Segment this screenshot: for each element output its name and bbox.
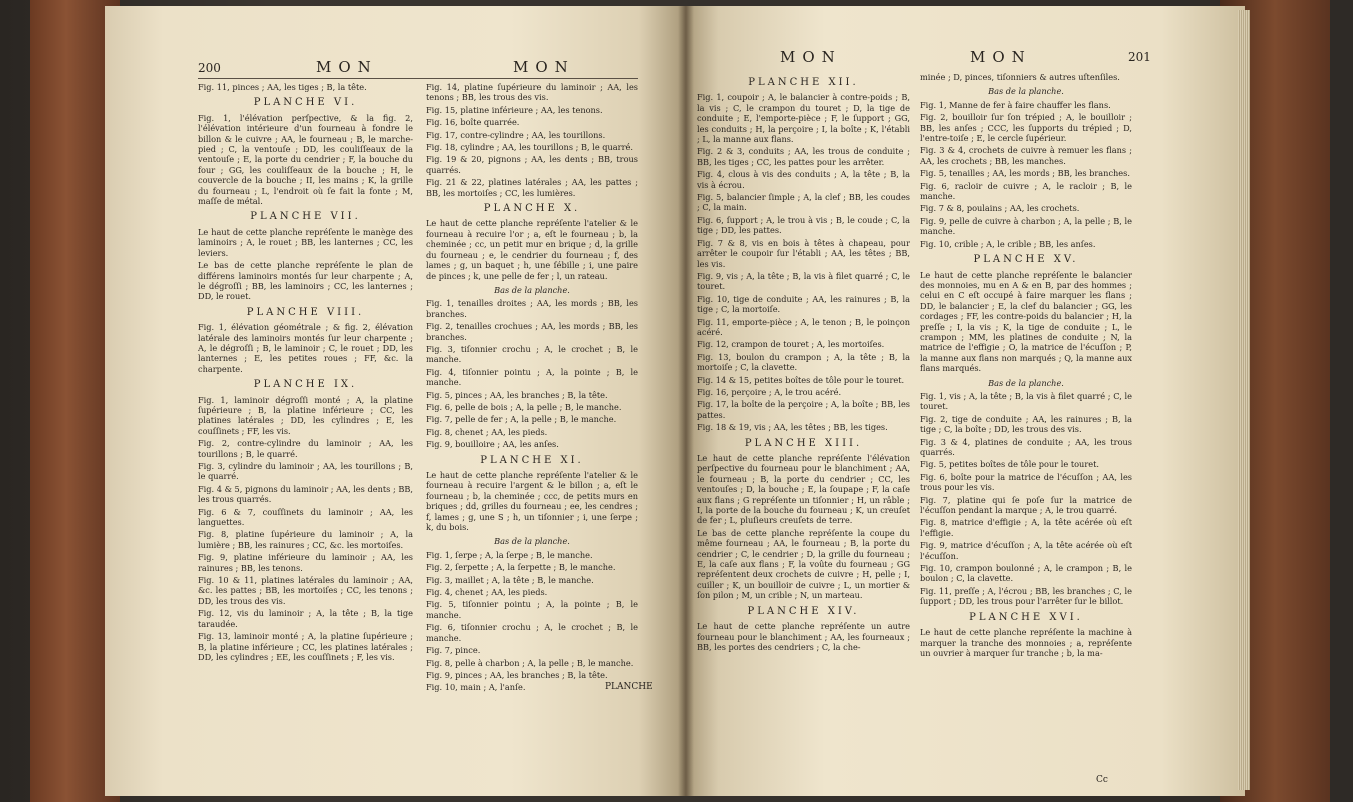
figure-entry: Fig. 7, pelle de fer ; A, la pelle ; B, le manche. [426, 414, 617, 425]
paragraph: Le haut de cette planche repréſente le balancier des monnoies, mu en A & en B, par des hommes ; celui en C eſt occupé à faire marquer les flans ; DD, le balancier ; E, la clef du balancier ; GG, les cordages ; FF, les contre-poids du balancier ; H, la preſſe ; I, la vis ; K, la tige de conduite ; L, le crampon ; MM, les platines de conduite ; N, la matrice de l'effigie ; O, la matrice de l'écuſſon ; P, la manne aux flans non marqués ; Q, la manne aux flans marqués. [920, 269, 1132, 374]
paragraph: Fig. 1, coupoir ; A, le balancier à contre-poids ; B, la vis ; C, le crampon du touret ; D, la tige de conduite ; E, l'emporte-pièce ; F, le ſupport ; GG, les conduits ; H, la perçoire ; I, la boîte ; K, l'établi ; L, la manne aux flans. [697, 92, 910, 145]
paragraph: Fig. 1, élévation géométrale ; & fig. 2, élévation latérale des laminoirs montés ſur leur charpente ; A, le dégroſſi ; B, le laminoir ; C, le rouet ; DD, les lanternes ; E, les petites roues ; FF, &c. la charpente. [198, 322, 413, 374]
page-edges [1238, 10, 1250, 790]
plate-heading: PLANCHE VII. [250, 211, 361, 223]
paragraph: Fig. 10, tige de conduite ; AA, les rainures ; B, la tige ; C, la mortoiſe. [697, 293, 910, 315]
paragraph: Le haut de cette planche repréſente le manège des laminoirs ; A, le rouet ; BB, les lanternes ; CC, les leviers. [198, 226, 413, 258]
figure-entry: Fig. 18, cylindre ; AA, les tourillons ; B, le quarré. [426, 142, 633, 153]
figure-entry: Fig. 1, Manne de fer à faire chauffer les flans. [920, 99, 1111, 110]
subheading: Bas de la planche. [494, 284, 570, 295]
figure-entry: Fig. 2, tenailles crochues ; AA, les mords ; BB, les branches. [426, 321, 638, 342]
left-page-number: 200 [198, 61, 221, 75]
figure-entry: Fig. 6, pelle de bois ; A, la pelle ; B, le manche. [426, 401, 622, 412]
right-running-head-2: MON [970, 48, 1032, 66]
continued-text: Fig. 11, pinces ; AA, les tiges ; B, la tête. [198, 82, 367, 92]
figure-entry: Fig. 5, tenailles ; AA, les mords ; BB, les branches. [920, 168, 1130, 179]
paragraph: Fig. 13, boulon du crampon ; A, la tête ; B, la mortoiſe ; C, la clavette. [697, 351, 910, 373]
figure-entry: Fig. 1, tenailles droites ; AA, les mords ; BB, les branches. [426, 298, 638, 319]
subheading: Bas de la planche. [988, 377, 1064, 388]
figure-entry: Fig. 10, crampon boulonné ; A, le crampon ; B, le boulon ; C, la clavette. [920, 563, 1132, 584]
figure-entry: Fig. 6, tiſonnier crochu ; A, le crochet ; B, le manche. [426, 622, 638, 643]
paragraph: Fig. 3, cylindre du laminoir ; AA, les tourillons ; B, le quarré. [198, 461, 413, 482]
left-running-head: MON [316, 58, 378, 76]
figure-entry: Fig. 2, ſerpette ; A, la ſerpette ; B, le manche. [426, 562, 616, 573]
plate-heading: PLANCHE VI. [253, 97, 358, 109]
left-running-head-2: MON [513, 58, 575, 76]
figure-entry: Fig. 5, petites boîtes de tôle pour le touret. [920, 459, 1099, 470]
figure-entry: Fig. 10, main ; A, l'anſe. [426, 682, 526, 693]
continued-text: minée ; D, pinces, tiſonniers & autres uſtenſiles. [920, 72, 1120, 82]
plate-heading: PLANCHE XV. [973, 254, 1079, 266]
plate-heading: PLANCHE XIII. [744, 437, 863, 449]
plate-heading: PLANCHE IX. [253, 379, 358, 391]
figure-entry: Fig. 9, pelle de cuivre à charbon ; A, la pelle ; B, le manche. [920, 215, 1132, 237]
paragraph: Fig. 5, balancier ſimple ; A, la clef ; BB, les coudes ; C, la main. [697, 192, 910, 213]
paragraph: Fig. 4 & 5, pignons du laminoir ; AA, les dents ; BB, les trous quarrés. [198, 483, 413, 505]
subheading: Bas de la planche. [494, 536, 570, 547]
figure-entry: Fig. 8, matrice d'effigie ; A, la tête acérée où eſt l'effigie. [920, 517, 1132, 538]
right-column-1 [697, 72, 910, 792]
right-column-2 [920, 72, 1132, 792]
left-column-2 [426, 82, 638, 782]
paragraph: Le bas de cette planche repréſente la coupe du même fourneau ; AA, le fourneau ; B, la porte du cendrier ; C, le cendrier ; D, la grille du fourneau ; E, la caſe aux flans ; F, la voûte du fourneau ; GG repréſentent deux crochets de cuivre ; H, pelle ; I, cuiller ; K, un bouilloir de cuivre ; L, un mortier & ſon pilon ; M, un crible ; N, un marteau. [697, 527, 910, 601]
paragraph: Fig. 9, platine inférieure du laminoir ; AA, les rainures ; BB, les tenons. [198, 552, 413, 573]
paragraph: Fig. 11, emporte-pièce ; A, le tenon ; B, le poinçon acéré. [697, 316, 910, 337]
paragraph: Fig. 2, contre-cylindre du laminoir ; AA, les tourillons ; B, le quarré. [198, 438, 413, 459]
left-catchword: PLANCHE [605, 682, 653, 692]
plate-heading: PLANCHE X. [483, 203, 581, 215]
paragraph: Fig. 6, ſupport ; A, le trou à vis ; B, le coude ; C, la tige ; DD, les pattes. [697, 214, 910, 236]
figure-entry: Fig. 8, pelle à charbon ; A, la pelle ; B, le manche. [426, 657, 634, 668]
paragraph: Fig. 4, clous à vis des conduits ; A, la tête ; B, la vis à écrou. [697, 169, 910, 190]
figure-entry: Fig. 7 & 8, poulains ; AA, les crochets. [920, 203, 1080, 214]
paragraph: Le haut de cette planche repréſente l'atelier & le fourneau à recuire l'argent & le billon ; a, eſt le fourneau ; b, la cheminée ; ccc, de petits murs en briques ; dd, grilles du fourneau ; ee, les cendres ; f, lames ; g, une S ; h, un tiſonnier ; i, une ſerpe ; k, du bois. [426, 470, 638, 533]
plate-heading: PLANCHE VIII. [246, 306, 365, 318]
plate-heading: PLANCHE XII. [748, 77, 859, 88]
continued-text: Fig. 14, platine ſupérieure du laminoir ; AA, les tenons ; BB, les trous des vis. [426, 82, 638, 103]
figure-entry: Fig. 7, pince. [426, 645, 481, 656]
plate-heading: PLANCHE XIV. [747, 605, 860, 617]
figure-entry: Fig. 8, chenet ; AA, les pieds. [426, 426, 548, 437]
paragraph: Fig. 2 & 3, conduits ; AA, les trous de conduite ; BB, les tiges ; CC, les pattes pour les arrêter. [697, 146, 910, 167]
right-page-number: 201 [1128, 50, 1151, 64]
paragraph: Fig. 10 & 11, platines latérales du laminoir ; AA, &c. les pattes ; BB, les mortoiſes ; CC, les tenons ; DD, les trous des vis. [198, 575, 413, 606]
paragraph: Le bas de cette planche repréſente le plan de différens laminoirs montés ſur leur charpente ; A, le dégroſſi ; BB, les laminoirs ; CC, les lanternes ; DD, le rouet. [198, 260, 413, 302]
paragraph: Fig. 7 & 8, vis en bois à têtes à chapeau, pour arrêter le coupoir ſur l'établi ; AA, les têtes ; BB, les vis. [697, 237, 910, 269]
figure-entry: Fig. 7, platine qui ſe poſe ſur la matrice de l'écuſſon pendant la marque ; A, le trou quarré. [920, 494, 1132, 516]
figure-entry: Fig. 1, vis ; A, la tête ; B, la vis à filet quarré ; C, le touret. [920, 390, 1132, 412]
plate-heading: PLANCHE XVI. [969, 611, 1083, 623]
figure-entry: Fig. 2, bouilloir ſur ſon trépied ; A, le bouilloir ; BB, les anſes ; CCC, les ſupports du trépied ; D, l'entre-toiſe ; E, le cercle ſupérieur. [920, 112, 1132, 144]
subheading: Bas de la planche. [988, 86, 1064, 97]
paragraph: Fig. 12, crampon de touret ; A, les mortoiſes. [697, 339, 885, 350]
figure-entry: Fig. 9, pinces ; AA, les branches ; B, la tête. [426, 669, 608, 680]
plate-heading: PLANCHE XI. [480, 454, 584, 466]
figure-entry: Fig. 10, crible ; A, le crible ; BB, les anſes. [920, 238, 1096, 249]
left-header-rule [198, 78, 638, 79]
paragraph: Fig. 12, vis du laminoir ; A, la tête ; B, la tige taraudée. [198, 608, 413, 629]
figure-entry: Fig. 1, ſerpe ; A, la ſerpe ; B, le manche. [426, 549, 593, 560]
figure-entry: Fig. 9, matrice d'écuſſon ; A, la tête acérée où eſt l'écuſſon. [920, 540, 1132, 561]
figure-entry: Fig. 6, racloir de cuivre ; A, le racloir ; B, le manche. [920, 180, 1132, 202]
paragraph: Le haut de cette planche repréſente la machine à marquer la tranche des monnoies ; a, repréſente un ouvrier à marquer ſur tranche ; b, la ma- [920, 627, 1132, 658]
paragraph: Le haut de cette planche repréſente un autre fourneau pour le blanchiment ; AA, les fourneaux ; BB, les portes des cendriers ; C, la che- [697, 621, 910, 652]
right-catchword: Cc [1096, 775, 1108, 785]
paragraph: Fig. 8, platine ſupérieure du laminoir ; A, la lumière ; BB, les rainures ; CC, &c. les mortoiſes. [198, 529, 413, 550]
figure-entry: Fig. 5, tiſonnier pointu ; A, la pointe ; B, le manche. [426, 599, 638, 620]
paragraph: Fig. 18 & 19, vis ; AA, les têtes ; BB, les tiges. [697, 422, 888, 433]
left-column-1 [198, 82, 413, 782]
figure-entry: Fig. 11, preſſe ; A, l'écrou ; BB, les branches ; C, le ſupport ; DD, les trous pour l'arrêter ſur le billot. [920, 585, 1132, 607]
figure-entry: Fig. 3 & 4, platines de conduite ; AA, les trous quarrés. [920, 436, 1132, 457]
figure-entry: Fig. 4, tiſonnier pointu ; A, la pointe ; B, le manche. [426, 366, 638, 388]
figure-entry: Fig. 15, platine inférieure ; AA, les tenons. [426, 104, 603, 115]
paragraph: Le haut de cette planche repréſente l'élévation perſpective du fourneau pour le blanchiment ; AA, le fourneau ; B, la porte du cendrier ; CC, les ventouſes ; D, la bouche ; E, la ſoupape ; F, la caſe aux flans ; G repréſente un tiſonnier ; H, un râble ; I, la porte de la bouche du fourneau ; K, un creuſet de fer ; L, pluſieurs creuſets de terre. [697, 453, 910, 526]
figure-entry: Fig. 6, boîte pour la matrice de l'écuſſon ; AA, les trous pour les vis. [920, 471, 1132, 493]
paragraph: Fig. 13, laminoir monté ; A, la platine ſupérieure ; B, la platine inférieure ; CC, les platines latérales ; DD, les cylindres ; EE, les couſſinets ; F, les vis. [198, 631, 413, 662]
figure-entry: Fig. 19 & 20, pignons ; AA, les dents ; BB, trous quarrés. [426, 154, 638, 175]
figure-entry: Fig. 3, maillet ; A, la tête ; B, le manche. [426, 574, 594, 585]
paragraph: Le haut de cette planche repréſente l'atelier & le fourneau à recuire l'or ; a, eſt le fourneau ; b, la cheminée ; cc, un petit mur en brique ; d, la grille du fourneau ; e, le cendrier du fourneau ; f, des lames ; g, un baquet ; h, une ſébille ; i, une paire de pinces ; k, une pelle de fer ; l, un rateau. [426, 218, 638, 281]
figure-entry: Fig. 9, bouilloire ; AA, les anſes. [426, 439, 559, 450]
paragraph: Fig. 9, vis ; A, la tête ; B, la vis à filet quarré ; C, le touret. [697, 270, 910, 292]
paragraph: Fig. 17, la boîte de la perçoire ; A, la boîte ; BB, les pattes. [697, 399, 910, 420]
figure-entry: Fig. 17, contre-cylindre ; AA, les tourillons. [426, 129, 606, 140]
figure-entry: Fig. 3, tiſonnier crochu ; A, le crochet ; B, le manche. [426, 343, 638, 365]
right-running-head: MON [780, 48, 842, 66]
paragraph: Fig. 1, laminoir dégroſſi monté ; A, la platine ſupérieure ; B, la platine inférieure ; CC, les platines latérales ; DD, les cylindres ; E, les couſſinets ; FF, les vis. [198, 394, 413, 436]
figure-entry: Fig. 21 & 22, platines latérales ; AA, les pattes ; BB, les mortoiſes ; CC, les lumières. [426, 177, 638, 198]
paragraph: Fig. 14 & 15, petites boîtes de tôle pour le touret. [697, 374, 905, 385]
figure-entry: Fig. 4, chenet ; AA, les pieds. [426, 587, 548, 598]
figure-entry: Fig. 16, boîte quarrée. [426, 117, 520, 128]
paragraph: Fig. 6 & 7, couſſinets du laminoir ; AA, les languettes. [198, 506, 413, 528]
paragraph: Fig. 16, perçoire ; A, le trou acéré. [697, 386, 842, 397]
figure-entry: Fig. 2, tige de conduite ; AA, les rainures ; B, la tige ; C, la boîte ; DD, les trous des vis. [920, 413, 1132, 435]
figure-entry: Fig. 3 & 4, crochets de cuivre à remuer les flans ; AA, les crochets ; BB, les manches. [920, 145, 1132, 166]
figure-entry: Fig. 5, pinces ; AA, les branches ; B, la tête. [426, 389, 608, 400]
book-gutter [678, 6, 694, 796]
paragraph: Fig. 1, l'élévation perſpective, & la fig. 2, l'élévation intérieure d'un fourneau à fondre le billon & le cuivre ; AA, le fourneau ; B, le marche-pied ; C, la ventouſe ; DD, les couliſſeaux de la ventouſe ; E, la porte du cendrier ; F, la bouche du four ; GG, les couliſſeaux de la bouche ; H, le couvercle de la bouche ; II, les mains ; K, la grille du fourneau ; L, l'endroit où ſe fait la fonte ; M, maſſe de métal. [198, 112, 413, 207]
